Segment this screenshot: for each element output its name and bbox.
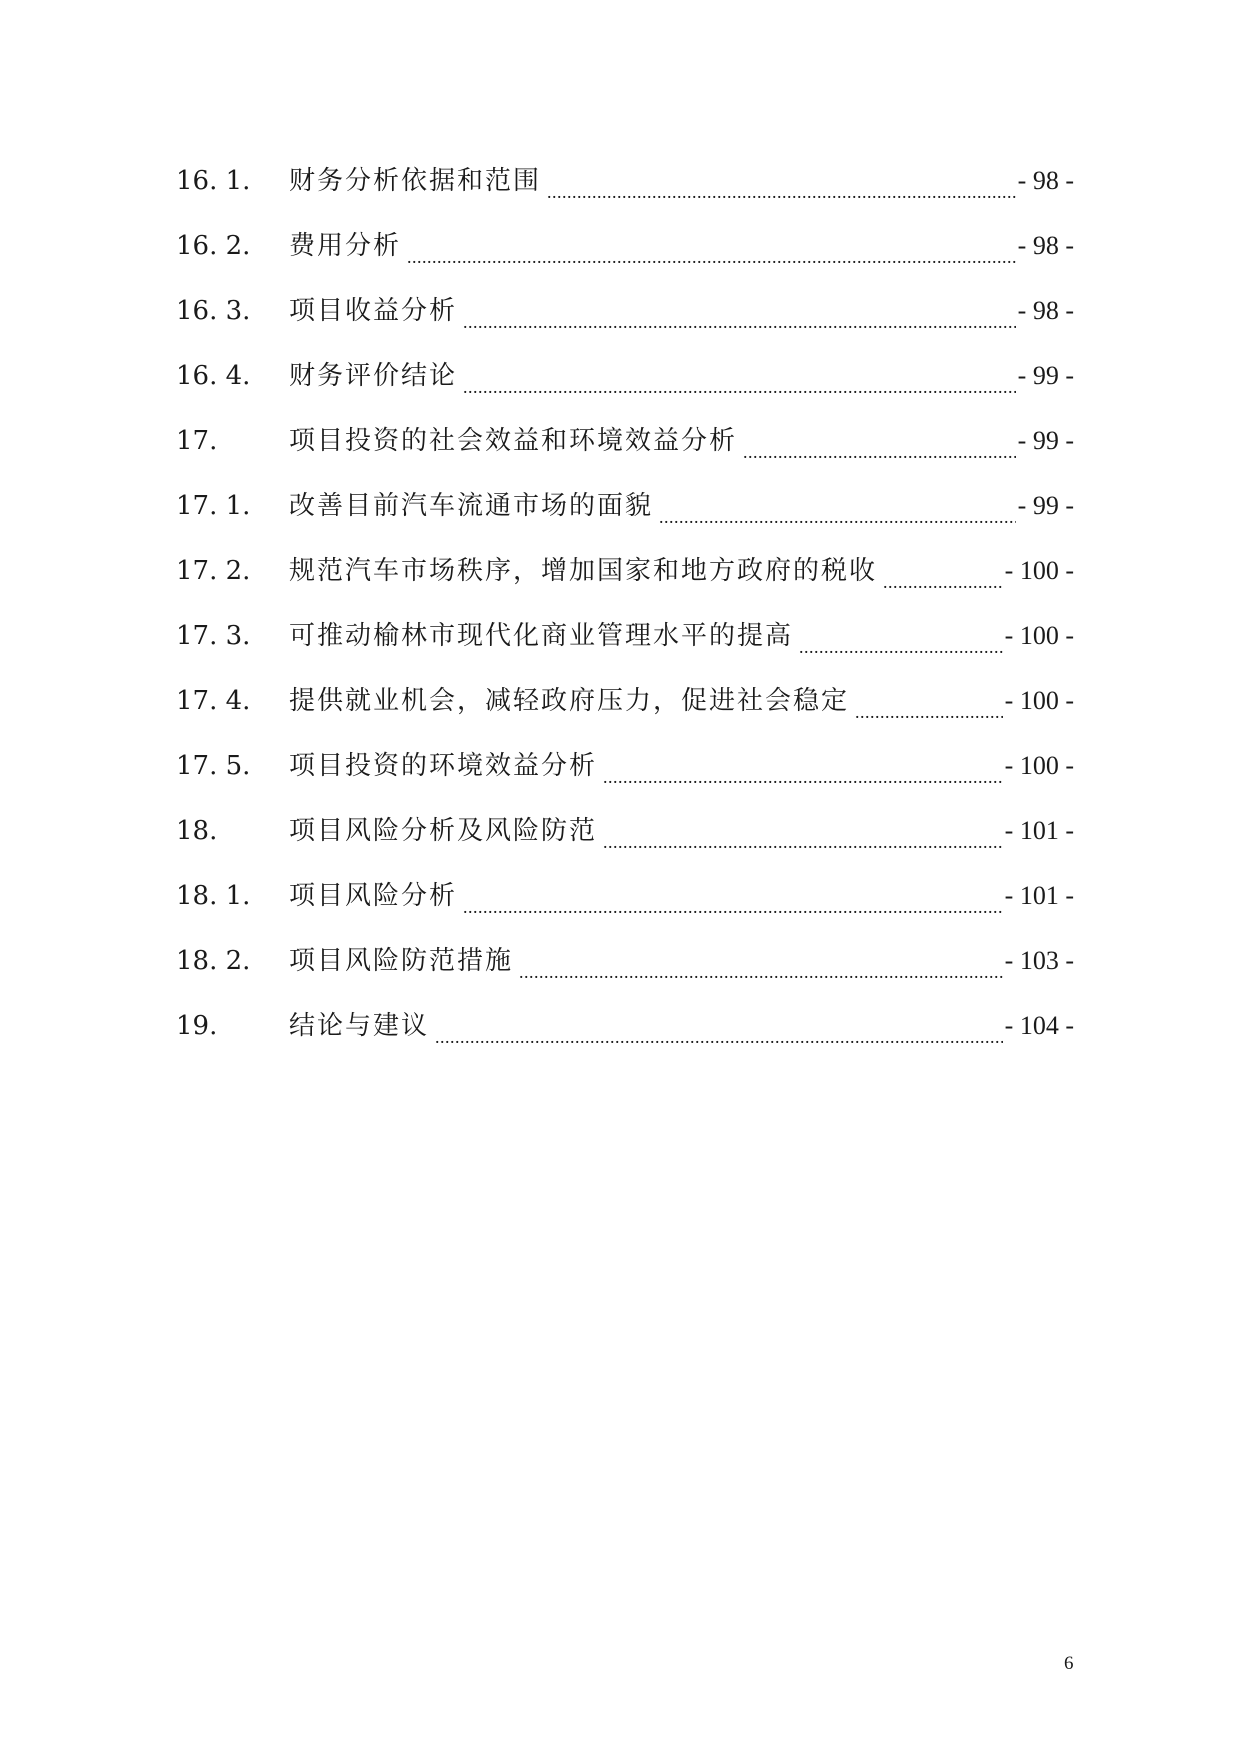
dot-leader	[463, 305, 1016, 331]
toc-entry-title: 项目收益分析	[289, 296, 458, 326]
toc-entry-title: 财务评价结论	[289, 361, 458, 391]
toc-entry-title: 项目风险分析及风险防范	[289, 816, 598, 846]
dot-leader	[463, 370, 1016, 396]
toc-entry-number: 16. 1.	[176, 166, 251, 196]
dot-leader	[463, 890, 1003, 916]
toc-entry-page: - 99 -	[1017, 491, 1074, 520]
toc-entry[interactable]	[176, 928, 1074, 993]
dot-leader	[547, 175, 1016, 201]
toc-entry[interactable]	[176, 863, 1074, 928]
toc-entry-title: 可推动榆林市现代化商业管理水平的提高	[289, 621, 794, 651]
toc-entry-title: 项目投资的环境效益分析	[289, 751, 598, 781]
toc-entry-title: 项目投资的社会效益和环境效益分析	[289, 426, 738, 456]
toc-entry-page: - 100 -	[1004, 621, 1074, 650]
table-of-contents	[176, 148, 1074, 1058]
dot-leader	[799, 630, 1003, 656]
dot-leader	[883, 565, 1003, 591]
dot-leader	[603, 825, 1003, 851]
toc-entry-title: 费用分析	[289, 231, 402, 261]
toc-entry-number: 17. 1.	[176, 491, 251, 521]
toc-entry-title: 项目风险防范措施	[289, 946, 514, 976]
toc-entry-page: - 99 -	[1017, 426, 1074, 455]
toc-entry-page: - 101 -	[1004, 816, 1074, 845]
toc-entry-number: 18. 2.	[176, 946, 251, 976]
toc-entry[interactable]	[176, 148, 1074, 213]
toc-entry-number: 16. 2.	[176, 231, 251, 261]
toc-entry-number: 17. 2.	[176, 556, 251, 586]
toc-entry-page: - 98 -	[1017, 296, 1074, 325]
toc-entry[interactable]	[176, 993, 1074, 1058]
toc-entry[interactable]	[176, 343, 1074, 408]
dot-leader	[603, 760, 1003, 786]
toc-entry[interactable]	[176, 733, 1074, 798]
toc-entry-number: 17. 4.	[176, 686, 251, 716]
dot-leader	[743, 435, 1016, 461]
toc-entry-page: - 99 -	[1017, 361, 1074, 390]
toc-entry[interactable]	[176, 668, 1074, 733]
toc-entry[interactable]	[176, 538, 1074, 603]
toc-entry-page: - 104 -	[1004, 1011, 1074, 1040]
toc-entry-title: 项目风险分析	[289, 881, 458, 911]
toc-entry[interactable]	[176, 603, 1074, 668]
toc-entry[interactable]	[176, 278, 1074, 343]
toc-entry-number: 17. 3.	[176, 621, 251, 651]
dot-leader	[659, 500, 1016, 526]
toc-entry-number: 19.	[176, 1011, 218, 1041]
dot-leader	[407, 240, 1016, 266]
toc-entry-number: 18. 1.	[176, 881, 251, 911]
page-number: 6	[1064, 1653, 1074, 1674]
toc-entry-title: 提供就业机会，减轻政府压力，促进社会稳定	[289, 686, 850, 716]
dot-leader	[855, 695, 1003, 721]
toc-entry-page: - 98 -	[1017, 231, 1074, 260]
toc-entry-title: 财务分析依据和范围	[289, 166, 542, 196]
toc-entry-number: 18.	[176, 816, 218, 846]
toc-entry[interactable]	[176, 798, 1074, 863]
toc-entry-page: - 100 -	[1004, 556, 1074, 585]
toc-entry-number: 17.	[176, 426, 218, 456]
toc-entry-title: 结论与建议	[289, 1011, 430, 1041]
toc-entry-page: - 101 -	[1004, 881, 1074, 910]
toc-entry-page: - 103 -	[1004, 946, 1074, 975]
dot-leader	[435, 1020, 1003, 1046]
toc-entry-number: 16. 4.	[176, 361, 251, 391]
toc-entry-page: - 100 -	[1004, 686, 1074, 715]
dot-leader	[519, 955, 1003, 981]
toc-entry-number: 17. 5.	[176, 751, 251, 781]
toc-entry-number: 16. 3.	[176, 296, 251, 326]
toc-entry[interactable]	[176, 408, 1074, 473]
toc-entry-page: - 98 -	[1017, 166, 1074, 195]
toc-entry-page: - 100 -	[1004, 751, 1074, 780]
toc-entry-title: 改善目前汽车流通市场的面貌	[289, 491, 654, 521]
toc-entry-title: 规范汽车市场秩序，增加国家和地方政府的税收	[289, 556, 878, 586]
toc-entry[interactable]	[176, 213, 1074, 278]
toc-entry[interactable]	[176, 473, 1074, 538]
